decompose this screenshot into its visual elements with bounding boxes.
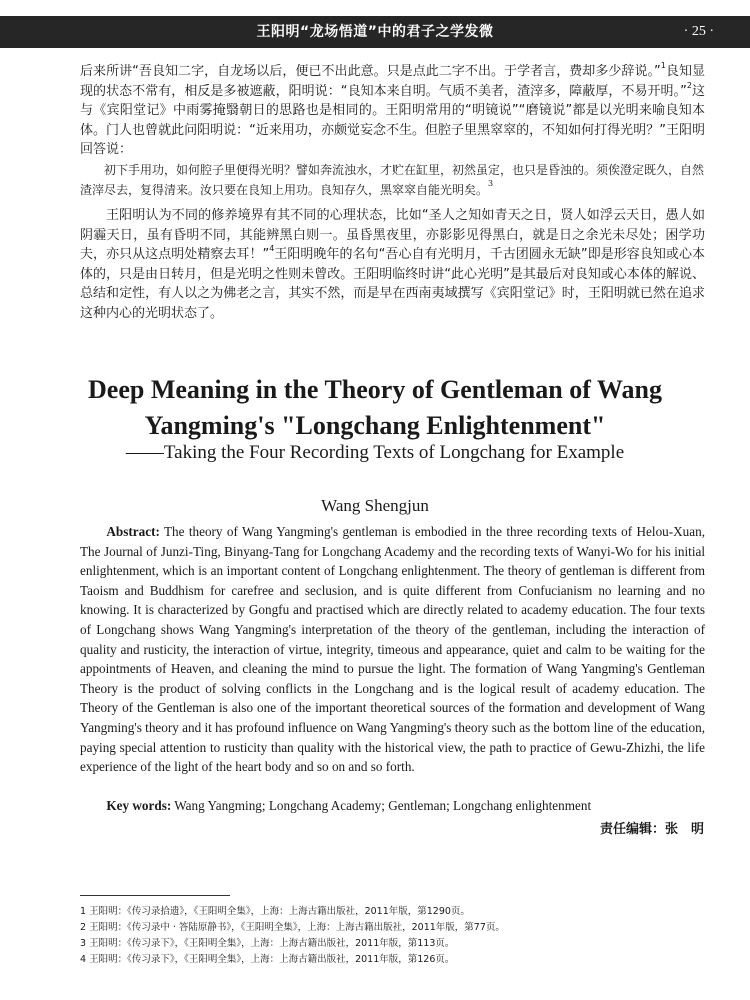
english-title-line-2: Yangming's "Longchang Enlightenment" xyxy=(144,411,606,440)
footnote-divider xyxy=(80,895,230,896)
body-text: 王阳明晚年的名句“吾心自有光明月，千古团圆永无缺”即是形容良知或心本体的，只是由日转月，但是光明之性则未曾改。王阳明临终时讲“此心光明”是其最后对良知或心本体的解说、总结和定性，有人以之为佛老之言，其实不然，而是早在西南夷域撰写《宾阳堂记》时，王阳明就已然在追求这种内心的光明状态了。 xyxy=(80,247,705,321)
footnote-item: 3 王阳明：《传习录下》，《王阳明全集》，上海：上海古籍出版社，2011年版，第113页。 xyxy=(80,938,455,949)
body-text: 良知显现的状态不常有，相反是多被遮蔽，阳明说：“良知本来自明。气质不美者，渣滓多，障蔽厚，不易开明。” xyxy=(80,64,705,99)
footnote-item: 2 王阳明：《传习录中 · 答陆原静书》，《王阳明全集》，上海：上海古籍出版社，2011年版，第77页。 xyxy=(80,922,505,933)
footnotes xyxy=(80,904,705,968)
abstract-text: The theory of Wang Yangming's gentleman is embodied in the three recording texts of Helou-Xuan, The Journal of Junzi-Ting, Binyang-Tang for Longchang Academy and the recording texts of Wanyi-Wo for his initial enlightenment, which is an important content of Longchang enlightenment. The theory of gentleman is different from Taoism and Buddhism for carefree and seclusion, and is quite different from Confucianism no learning and no knowing. It is characterized by Gongfu and practised which are directly related to academy education. The four texts of Longchang shows Wang Yangming's interpretation of the theory of the gentleman, including the interaction of quality and rusticity, the interaction of virtue, integrity, timeous and appearance, quiet and calm to be waiting for the appointments of Heaven, and cleaning the mind to pursue the light. The formation of Wang Yangming's Gentleman Theory is the product of solving conflicts in the Longchang and is the logical result of academy education. The Theory of the Gentleman is also one of the important theoretical sources of the formation and development of Wang Yangming's theory and it has profound influence on Wang Yangming's theory such as the bottom line of the education, paying special attention to rusticity than quality with the historical view, the path to practice of Gewu-Zhizhi, the life experience of the light of the heart body and so on and so forth. xyxy=(80,524,706,775)
body-text: 后来所讲“吾良知二字，自龙场以后，便已不出此意。只是点此二字不出。于学者言，费却多少辞说。” xyxy=(80,64,661,79)
footnote-item: 4 王阳明：《传习录下》，《王阳明全集》，上海：上海古籍出版社，2011年版，第126页。 xyxy=(80,954,455,965)
body-paragraph-1 xyxy=(80,62,705,160)
english-title xyxy=(60,372,690,444)
author-name: Wang Shengjun xyxy=(321,496,429,515)
keywords-label: Key words: xyxy=(106,798,172,813)
responsible-editor: 责任编辑：张 明 xyxy=(599,822,704,837)
keywords xyxy=(80,796,705,815)
block-quote xyxy=(80,160,705,200)
abstract-label: Abstract: xyxy=(106,524,160,539)
page-number: · 25 · xyxy=(683,24,714,39)
body-paragraph-2 xyxy=(80,206,705,323)
body-text: 王阳明认为不同的修养境界有其不同的心理状态，比如“圣人之知如青天之日，贤人如浮云天日，愚人如阴霾天日，虽有昏明不同，其能辨黑白则一。虽昏黑夜里，亦影影见得黑白，就是日之余光未尽处；困学功夫，亦只从这点明处精察去耳！” xyxy=(80,208,705,262)
english-subtitle: ——Taking the Four Recording Texts of Longchang for Example xyxy=(125,442,625,463)
footnote-ref: 4 xyxy=(269,244,275,253)
abstract xyxy=(80,522,705,777)
quote-text: 初下手用功，如何腔子里便得光明？譬如奔流浊水，才贮在缸里，初然虽定，也只是昏浊的。须俟澄定既久，自然渣滓尽去，复得清来。汝只要在良知上用功。良知存久，黑窣窣自能光明矣。 xyxy=(80,163,705,197)
footnote-ref: 2 xyxy=(686,80,692,90)
body-text: 这与《宾阳堂记》中雨雾掩翳朝日的思路也是相同的。王阳明常用的“明镜说”“磨镜说”都是以光明来喻良知本体。门人也曾就此问阳明说：“近来用功，亦颇觉妄念不生。但腔子里黑窣窣的，不知如何打得光明？”王阳明回答说： xyxy=(80,83,705,157)
footnote-item: 1 王阳明：《传习录拾遗》，《王阳明全集》，上海：上海古籍出版社，2011年版，第1290页。 xyxy=(80,906,470,917)
footnote-ref: 3 xyxy=(488,179,494,188)
footnote-ref: 1 xyxy=(660,61,666,70)
running-header-title: 王阳明“龙场悟道”中的君子之学发微 xyxy=(256,24,494,40)
keywords-text: Wang Yangming; Longchang Academy; Gentleman; Longchang enlightenment xyxy=(174,798,592,813)
running-header xyxy=(0,16,750,48)
english-title-line-1: Deep Meaning in the Theory of Gentleman of Wang xyxy=(88,375,662,404)
